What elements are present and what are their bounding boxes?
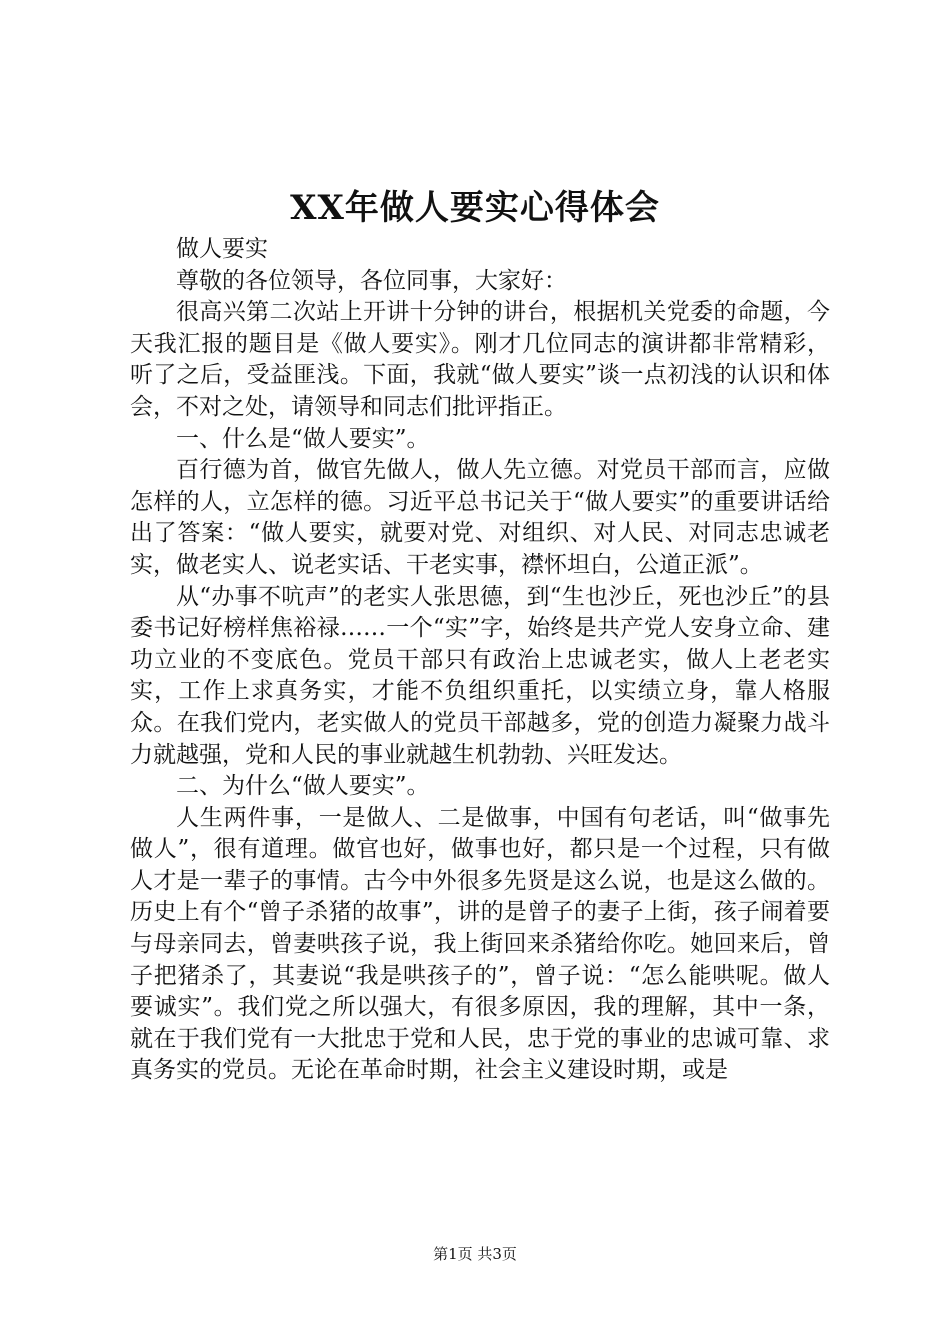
paragraph-reasons: 人生两件事，一是做人、二是做事，中国有句老话，叫“做事先做人”，很有道理。做官也好，做事也好，都只是一个过程，只有做人才是一辈子的事情。古今中外很多先贤是这么说，也是这么做的。历史上有个“曾子杀猪的故事”，讲的是曾子的妻子上街，孩子闹着要与母亲同去，曾妻哄孩子说，我上街回来杀猪给你吃。她回来后，曾子把猪杀了，其妻说“我是哄孩子的”，曾子说：“怎么能哄呢。做人要诚实”。我们党之所以强大，有很多原因，我的理解，其中一条，就在于我们党有一大批忠于党和人民，忠于党的事业的忠诚可靠、求真务实的党员。无论在革命时期，社会主义建设时期，或是 bbox=[130, 804, 830, 1084]
section-heading-2: 二、为什么“做人要实”。 bbox=[176, 773, 430, 800]
section-heading-1: 一、什么是“做人要实”。 bbox=[176, 425, 430, 452]
paragraph-definition: 百行德为首，做官先做人，做人先立德。对党员干部而言，应做怎样的人，立怎样的德。习近平总书记关于“做人要实”的重要讲话给出了答案：“做人要实，就要对党、对组织、对人民、对同志忠诚老实，做老实人、说老实话、干老实事，襟怀坦白，公道正派”。 bbox=[130, 457, 830, 578]
paragraph-examples: 从“办事不吭声”的老实人张思德，到“生也沙丘，死也沙丘”的县委书记好榜样焦裕禄……一个“实”字，始终是共产党人安身立命、建功立业的不变底色。党员干部只有政治上忠诚老实，做人上老老实实，工作上求真务实，才能不负组织重托，以实绩立身，靠人格服众。在我们党内，老实做人的党员干部越多，党的创造力凝聚力战斗力就越强，党和人民的事业就越生机勃勃、兴旺发达。 bbox=[130, 583, 830, 768]
document-title: XX年做人要实心得体会 bbox=[290, 188, 660, 228]
paragraph-topic: 做人要实 bbox=[176, 236, 268, 262]
document-body bbox=[130, 234, 830, 1087]
paragraph-intro: 很高兴第二次站上开讲十分钟的讲台，根据机关党委的命题，今天我汇报的题目是《做人要实》。刚才几位同志的演讲都非常精彩，听了之后，受益匪浅。下面，我就“做人要实”谈一点初浅的认识和体会，不对之处，请领导和同志们批评指正。 bbox=[130, 299, 830, 420]
page-footer: 第1页 共3页 bbox=[433, 1245, 517, 1263]
paragraph-greeting: 尊敬的各位领导，各位同事，大家好： bbox=[176, 267, 567, 294]
